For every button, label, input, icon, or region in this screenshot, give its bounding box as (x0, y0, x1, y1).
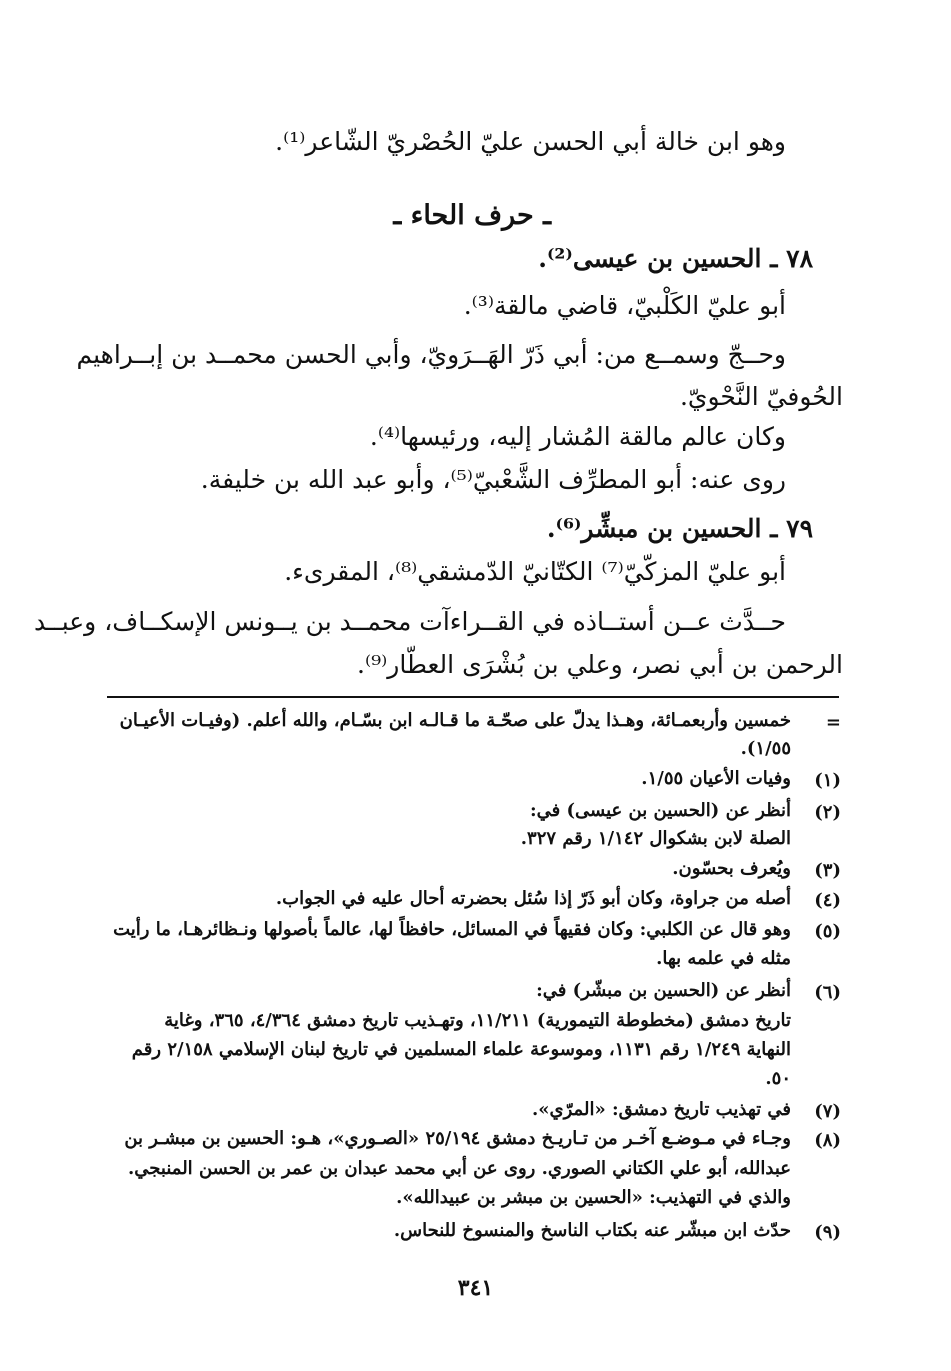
footnote-line: مثله في علمه بها. (656, 948, 791, 969)
footnote-line: حدّث ابن مبشّر عنه بكتاب الناسخ والمنسوخ للنحاس. (393, 1220, 791, 1241)
footnote-line: الصلة لابن بشكوال ١/١٤٢ رقم ٣٢٧. (520, 828, 791, 849)
entry-78-title: ٧٨ ـ الحسين بن عيسى⁽²⁾. (538, 244, 813, 273)
footnote-line: أصله من جراوة، وكان أبو ذَرّ إذا سُئل بحضرته أحال عليه في الجواب. (275, 888, 791, 909)
footnote-line: أنظر عن (الحسين بن مبشّر) في: (536, 980, 791, 1001)
footnote-line: في تهذيب تاريخ دمشق: «المرّي». (532, 1099, 791, 1120)
footnote-number: (٨) (814, 1130, 841, 1151)
footnote-line: ٥٠. (765, 1068, 791, 1089)
entry-79-title: ٧٩ ـ الحسين بن مبشِّر⁽⁶⁾. (546, 514, 813, 543)
entry-78-line: روى عنه: أبو المطرِّف الشَّعْبيّ⁽⁵⁾، وأبو عبد الله بن خليفة. (200, 465, 786, 494)
footnote-line: ١/٥٥). (740, 738, 791, 759)
entry-79-line: حــدَّث عــن أستــاذه في القــراءآت محمــد بن يــونس الإسكــاف، وعبــد (33, 607, 786, 636)
footnote-line: تاريخ دمشق (مخطوطة التيمورية) ١١/٢١١، وتهـذيب تاريخ دمشق ٤/٣٦٤، ٣٦٥، وغاية (164, 1010, 791, 1031)
entry-78-line: الحُوفيّ النَّحْويّ. (679, 382, 843, 411)
footnote-line: خمسين وأربعمـائة، وهـذا يدلّ على صحّـة ما قـالـه ابن بسّـام، والله أعلم. (وفيـات الأعيـان (119, 710, 791, 731)
footnote-number: (٥) (814, 921, 841, 942)
footnote-number: (٤) (814, 890, 841, 911)
footnote-separator (107, 696, 839, 698)
page-number: ٣٤١ (457, 1275, 494, 1301)
intro-line: وهو ابن خالة أبي الحسن عليّ الحُصْريّ الشّاعر⁽¹⁾. (275, 127, 786, 156)
section-heading: ـ حرف الحاء ـ (393, 200, 551, 231)
footnote-number: (١) (814, 770, 841, 791)
footnote-line: والذي في التهذيب: «الحسين بن مبشر بن عبيدالله». (396, 1187, 791, 1208)
footnote-line: وجـاء في مـوضـع آخـر من تـاريـخ دمشق ٢٥/١٩٤ «الصـوري»، هـو: الحسين بن مبشـر بن (124, 1128, 791, 1149)
footnote-number: (٧) (814, 1101, 841, 1122)
footnote-continuation-marker: = (825, 712, 841, 733)
footnote-line: ويُعرف بحسّون. (672, 858, 791, 879)
entry-78-line: وكان عالم مالقة المُشار إليه، ورئيسها⁽⁴⁾. (369, 422, 786, 451)
footnote-number: (٦) (814, 982, 841, 1003)
footnote-number: (٣) (814, 860, 841, 881)
entry-78-line: وحــجّ وسمــع من: أبي ذَرّ الهَــرَويّ، وأبي الحسن محمــد بن إبــراهيم (76, 340, 786, 369)
footnote-line: أنظر عن (الحسين بن عيسى) في: (529, 800, 791, 821)
entry-79-line: الرحمن بن أبي نصر، وعلي بن بُشْرَى العطّار⁽⁹⁾. (357, 650, 843, 679)
footnote-number: (٢) (814, 802, 841, 823)
footnote-line: النهاية ١/٢٤٩ رقم ١١٣١، وموسوعة علماء المسلمين في تاريخ لبنان الإسلامي ٢/١٥٨ رقم (131, 1039, 791, 1060)
footnote-number: (٩) (814, 1222, 841, 1243)
entry-79-line: أبو عليّ المزكّيّ⁽⁷⁾ الكتّانيّ الدّمشقي⁽⁸⁾، المقرىء. (284, 557, 786, 586)
footnote-line: عبدالله، أبو علي الكتاني الصوري. روى عن أبي محمد عبدان بن عمر بن الحسن المنبجي. (128, 1158, 791, 1179)
entry-78-line: أبو عليّ الكَلْبيّ، قاضي مالقة⁽³⁾. (463, 291, 786, 320)
footnote-line: وفيات الأعيان ١/٥٥. (641, 768, 791, 789)
footnote-line: وهو قال عن الكلبي: وكان فقيهاً في المسائل، حافظاً لها، عالماً بأصولها ونـظائرهـا، ما رأيت (113, 919, 791, 940)
